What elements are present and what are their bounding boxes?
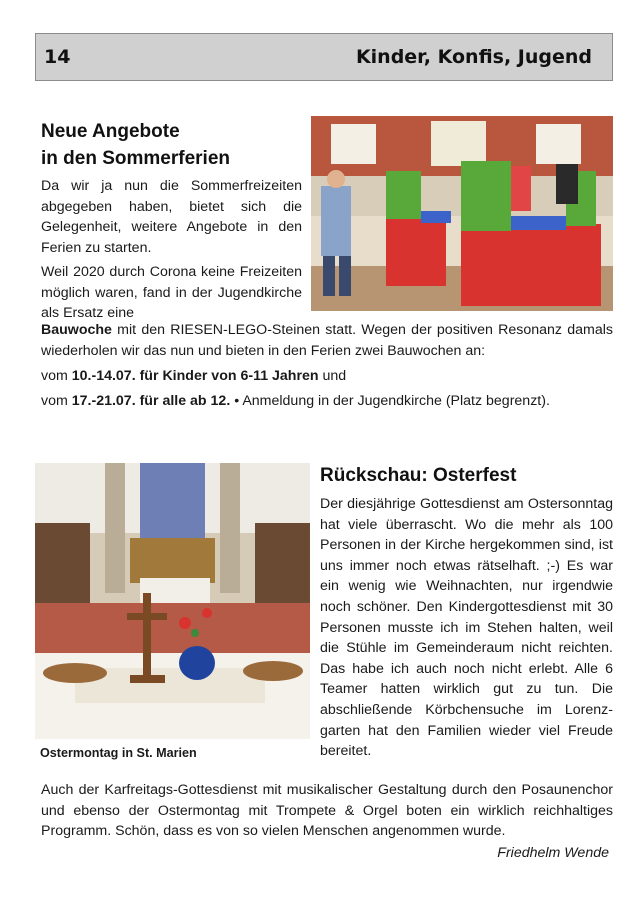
date2-suffix: • Anmeldung in der Jugendkirche (Platz begrenzt). — [230, 393, 550, 409]
summer-paragraph-2: Weil 2020 durch Corona keine Freizeiten möglich waren, fand in der Jugendkirche als Ersatz eine — [41, 264, 302, 322]
date2-bold: 17.-21.07. für alle ab 12. — [71, 393, 231, 409]
section-title: Kinder, Konfis, Jugend — [355, 46, 592, 68]
summer-paragraph-1: Da wir ja nun die Sommerfreizeiten abgegeben haben, bietet sich die Gelegenheit, weitere Angebote in den Ferien zu starten. — [41, 178, 302, 256]
title-line-2: in den Sommerferien — [41, 148, 230, 169]
lego-building-photo — [311, 116, 613, 311]
article-title-easter: Rückschau: Osterfest — [320, 465, 517, 486]
author-signature: Friedhelm Wende — [497, 845, 609, 861]
article-title-summer — [41, 118, 230, 172]
page-header — [35, 33, 613, 81]
date1-bold: 10.-14.07. für Kinder von 6-11 Jahren — [71, 368, 319, 384]
easter-paragraph-2: Auch der Karfreitags-Gottesdienst mit musikalischer Gestaltung durch den Posaunenchor und ebenso der Ostermontag mit Trompete & Orgel boten ein wirklich reichhaltiges Programm. Schön, dass es von so vielen Menschen angenommen wurde. — [41, 782, 613, 840]
bauwoche-bold: Bauwoche — [41, 322, 112, 338]
date2-prefix: vom — [41, 393, 72, 409]
date-line-kids — [41, 366, 346, 387]
date-line-all — [41, 391, 550, 412]
easter-church-photo — [35, 463, 310, 739]
date1-prefix: vom — [41, 368, 72, 384]
photo-caption: Ostermontag in St. Marien — [40, 746, 197, 760]
summer-paragraph-3 — [41, 320, 613, 361]
summer-paragraph-3-rest: mit den RIESEN-LEGO-Steinen statt. Wegen der positiven Resonanz damals wiederholen wir das nun und bieten in den Ferien zwei Bauwochen an: — [41, 322, 613, 359]
page-number: 14 — [44, 46, 71, 68]
title-line-1: Neue Angebote — [41, 121, 180, 142]
easter-paragraph-1: Der diesjährige Gottesdienst am Ostersonntag hat viele überrascht. Wo die mehr als 100 Personen in der Kirche hergekommen sind, ist uns immer noch etwas rätselhaft. ;-) Es war ein wenig wie Weihnachten, nur irgendwie noch schöner. Den Kindergottesdienst mit 30 Personen musste ich im Stehen halten, weil die Stühle im Gemeinderaum nicht reichten. Das habe ich auch noch nicht erlebt. Alle 6 Teamer hatten wirklich gut zu tun. Die abschließende Körbchensuche im Lorenzgarten hat den Familien wieder viel Freude bereitet. — [320, 496, 613, 760]
date1-suffix: und — [318, 368, 347, 384]
